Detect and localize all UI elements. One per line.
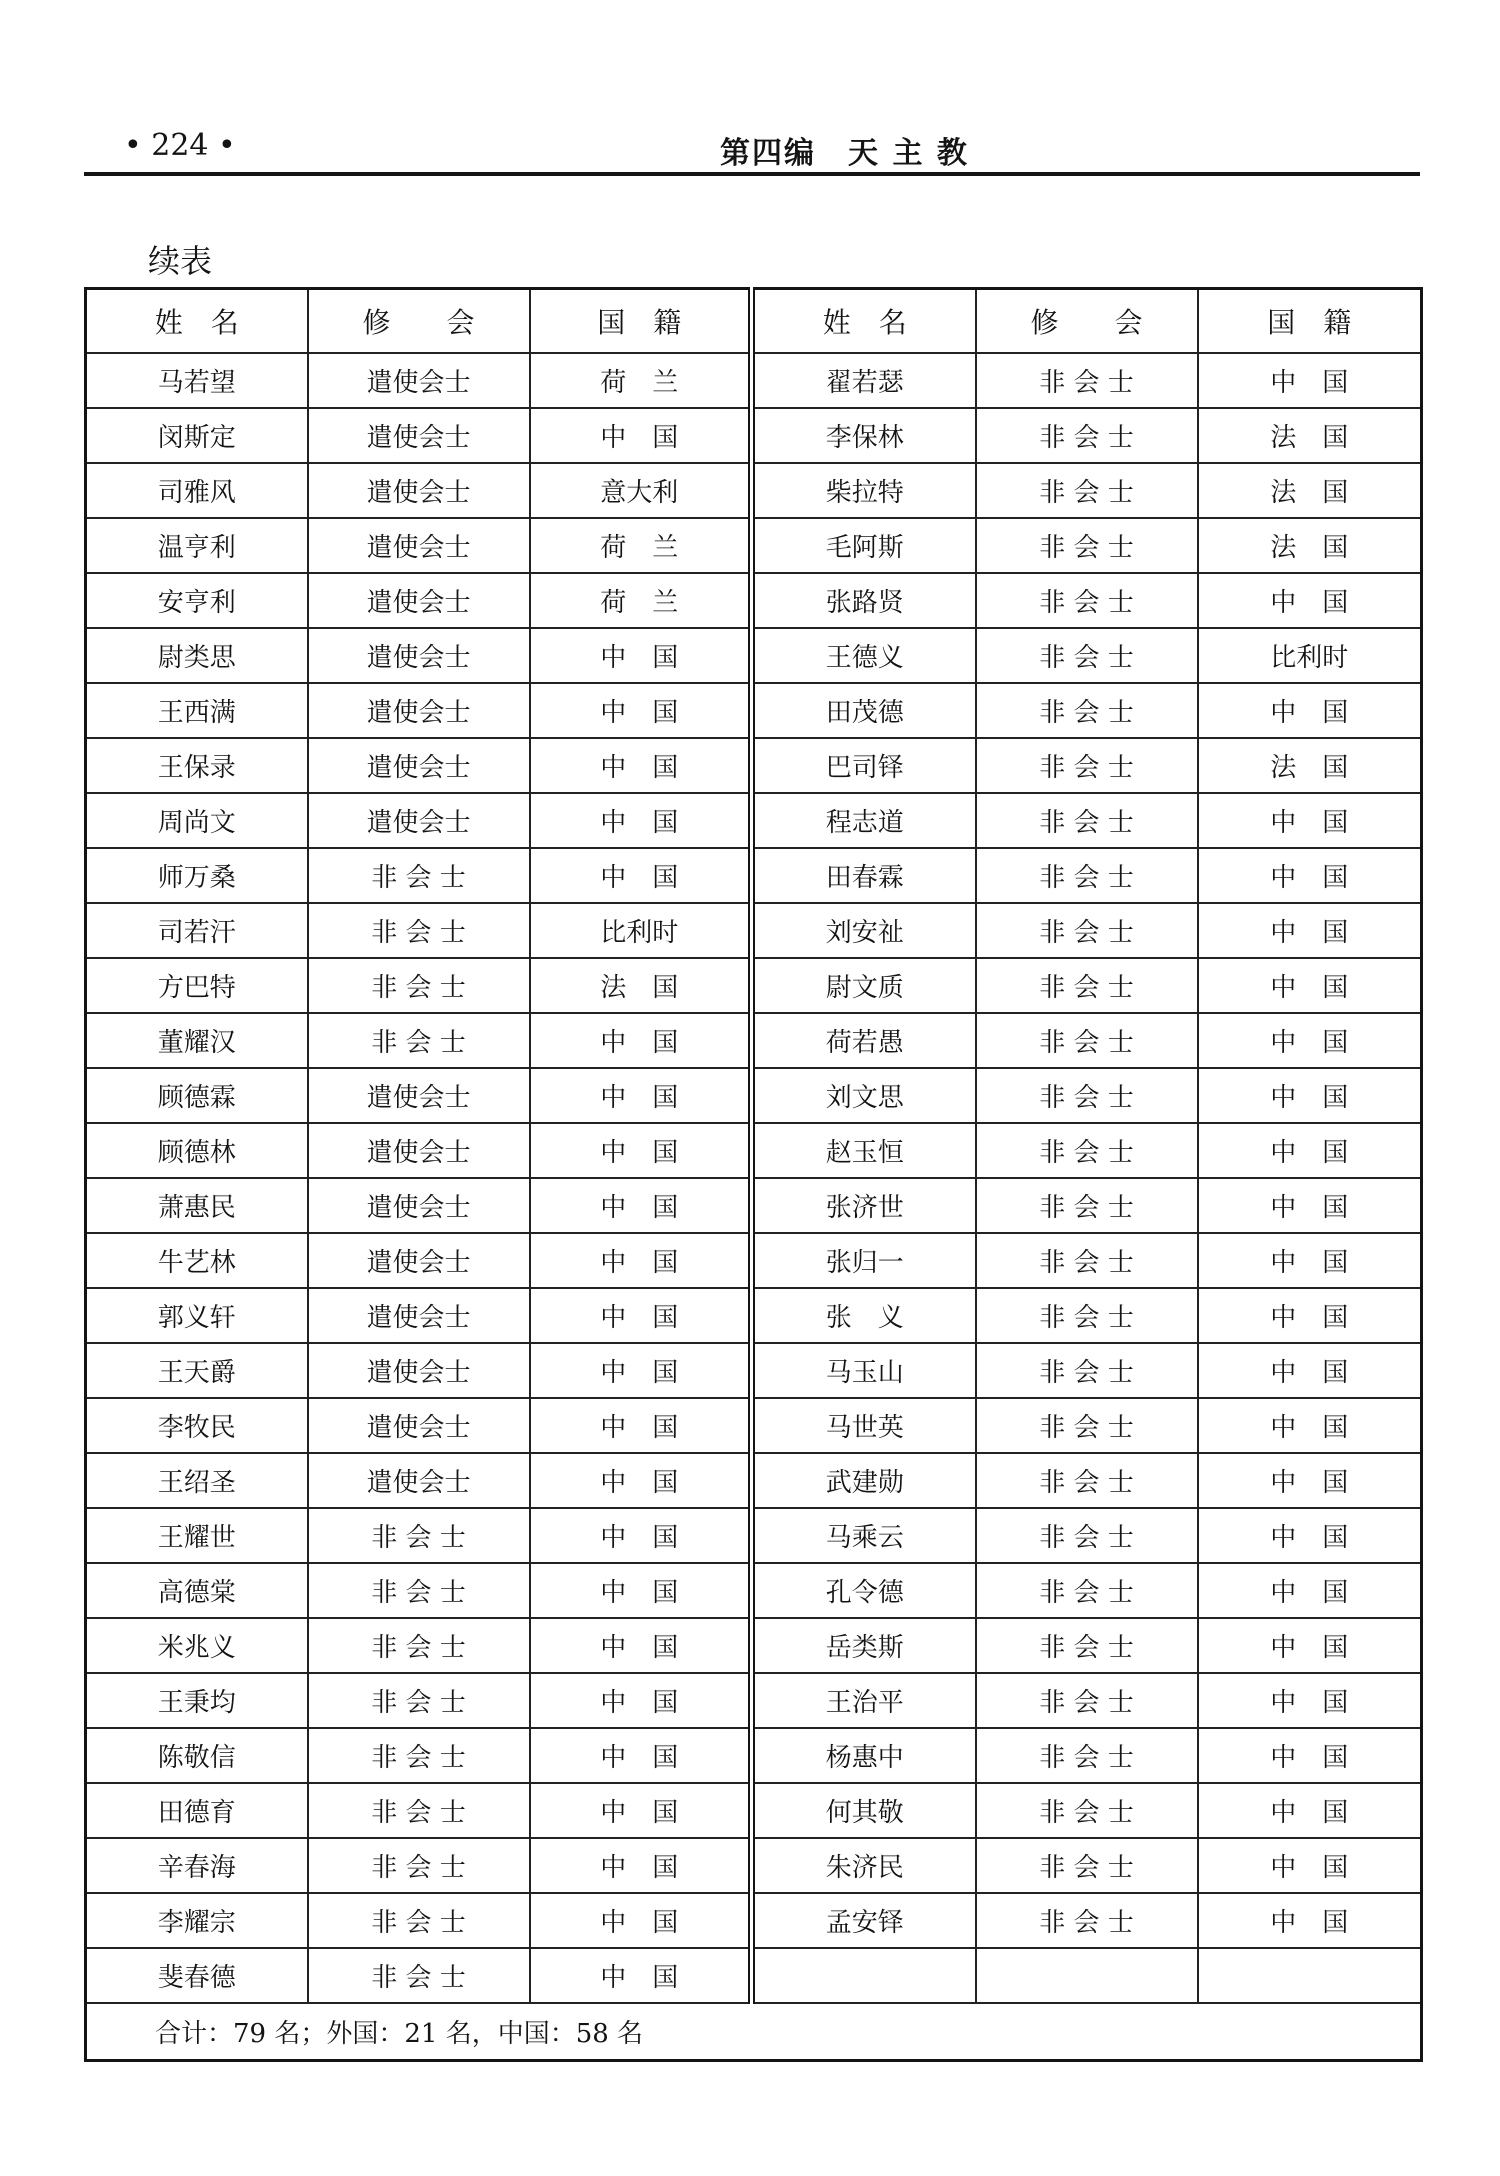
name-cell: 田茂德: [752, 683, 976, 738]
nationality-cell: 法 国: [1198, 463, 1422, 518]
nationality-cell: 中 国: [530, 1838, 752, 1893]
name-cell: 荷若愚: [752, 1013, 976, 1068]
table-row: [86, 958, 1422, 1013]
nationality-cell: 中 国: [530, 1123, 752, 1178]
nationality-cell: 荷 兰: [530, 518, 752, 573]
nationality-cell: 中 国: [1198, 1343, 1422, 1398]
order-cell: 遣使会士: [308, 353, 530, 408]
table-row: [86, 573, 1422, 628]
order-cell: 遣使会士: [308, 1123, 530, 1178]
table-row: [86, 683, 1422, 738]
order-cell: 非 会 士: [976, 1453, 1198, 1508]
table-row: [86, 408, 1422, 463]
name-cell: 尉类思: [86, 628, 308, 683]
order-cell: 非 会 士: [308, 1673, 530, 1728]
name-cell: 张济世: [752, 1178, 976, 1233]
name-cell: 王天爵: [86, 1343, 308, 1398]
nationality-cell: 法 国: [1198, 518, 1422, 573]
nationality-cell: 中 国: [530, 1068, 752, 1123]
table-row: [86, 1398, 1422, 1453]
table-row: [86, 1563, 1422, 1618]
nationality-cell: 中 国: [530, 1563, 752, 1618]
name-cell: 杨惠中: [752, 1728, 976, 1783]
roster-table: [84, 287, 1423, 2062]
nationality-cell: 中 国: [530, 1728, 752, 1783]
name-cell: 张归一: [752, 1233, 976, 1288]
order-cell: 遣使会士: [308, 518, 530, 573]
nationality-cell: 中 国: [1198, 1673, 1422, 1728]
nationality-cell: 荷 兰: [530, 573, 752, 628]
name-cell: 顾德霖: [86, 1068, 308, 1123]
name-cell: 赵玉恒: [752, 1123, 976, 1178]
order-cell: 非 会 士: [976, 958, 1198, 1013]
nationality-cell: 中 国: [530, 848, 752, 903]
nationality-cell: 法 国: [530, 958, 752, 1013]
order-cell: 非 会 士: [976, 1233, 1198, 1288]
name-cell: 司雅风: [86, 463, 308, 518]
name-cell: 刘安祉: [752, 903, 976, 958]
order-cell: 非 会 士: [308, 1618, 530, 1673]
nationality-cell: 中 国: [530, 1673, 752, 1728]
nationality-cell: 中 国: [530, 1398, 752, 1453]
order-cell: 非 会 士: [976, 1398, 1198, 1453]
name-cell: 马世英: [752, 1398, 976, 1453]
order-cell: 非 会 士: [976, 573, 1198, 628]
name-cell: 王耀世: [86, 1508, 308, 1563]
page-number: • 224 •: [124, 128, 236, 163]
nationality-cell: 中 国: [1198, 573, 1422, 628]
name-cell: 牛艺林: [86, 1233, 308, 1288]
table-row: [86, 1893, 1422, 1948]
order-cell: 非 会 士: [976, 628, 1198, 683]
order-cell: 遣使会士: [308, 628, 530, 683]
table-row: [86, 1728, 1422, 1783]
nationality-cell: [1198, 1948, 1422, 2003]
nationality-cell: 中 国: [530, 1783, 752, 1838]
name-cell: [752, 1948, 976, 2003]
table-row: [86, 628, 1422, 683]
name-cell: 王保录: [86, 738, 308, 793]
nationality-cell: 中 国: [530, 628, 752, 683]
order-cell: 非 会 士: [976, 353, 1198, 408]
nationality-cell: 中 国: [1198, 958, 1422, 1013]
name-cell: 郭义轩: [86, 1288, 308, 1343]
order-cell: 非 会 士: [976, 1728, 1198, 1783]
order-cell: 遣使会士: [308, 573, 530, 628]
nationality-cell: 中 国: [530, 793, 752, 848]
name-cell: 马玉山: [752, 1343, 976, 1398]
nationality-cell: 中 国: [1198, 793, 1422, 848]
nationality-cell: 中 国: [530, 1178, 752, 1233]
name-cell: 王西满: [86, 683, 308, 738]
name-cell: 安亨利: [86, 573, 308, 628]
nationality-cell: 比利时: [1198, 628, 1422, 683]
name-cell: 董耀汉: [86, 1013, 308, 1068]
name-cell: 李保林: [752, 408, 976, 463]
name-cell: 程志道: [752, 793, 976, 848]
order-cell: 遣使会士: [308, 1398, 530, 1453]
order-cell: 遣使会士: [308, 463, 530, 518]
order-cell: 遣使会士: [308, 683, 530, 738]
name-cell: 师万桑: [86, 848, 308, 903]
nationality-cell: 荷 兰: [530, 353, 752, 408]
order-cell: 非 会 士: [976, 518, 1198, 573]
name-cell: 王治平: [752, 1673, 976, 1728]
order-cell: 非 会 士: [308, 1838, 530, 1893]
order-cell: 非 会 士: [976, 1618, 1198, 1673]
table-row: [86, 1783, 1422, 1838]
table-row: [86, 1068, 1422, 1123]
name-cell: 翟若瑟: [752, 353, 976, 408]
name-cell: 萧惠民: [86, 1178, 308, 1233]
table-row: [86, 463, 1422, 518]
name-cell: 岳类斯: [752, 1618, 976, 1673]
header-nationality: 国 籍: [1198, 289, 1422, 354]
order-cell: 非 会 士: [976, 1508, 1198, 1563]
order-cell: 遣使会士: [308, 1178, 530, 1233]
header-name: 姓 名: [86, 289, 308, 354]
order-cell: 非 会 士: [976, 408, 1198, 463]
nationality-cell: 中 国: [530, 1508, 752, 1563]
nationality-cell: 中 国: [530, 1013, 752, 1068]
table-footer-row: [86, 2003, 1422, 2061]
nationality-cell: 中 国: [1198, 1563, 1422, 1618]
nationality-cell: 中 国: [1198, 1068, 1422, 1123]
order-cell: 遣使会士: [308, 1288, 530, 1343]
nationality-cell: 中 国: [530, 1618, 752, 1673]
name-cell: 何其敬: [752, 1783, 976, 1838]
order-cell: 非 会 士: [976, 903, 1198, 958]
nationality-cell: 中 国: [530, 408, 752, 463]
name-cell: 李耀宗: [86, 1893, 308, 1948]
order-cell: 非 会 士: [976, 848, 1198, 903]
table-row: [86, 1343, 1422, 1398]
nationality-cell: 中 国: [1198, 1123, 1422, 1178]
table-row: [86, 738, 1422, 793]
name-cell: 田德育: [86, 1783, 308, 1838]
table-row: [86, 1838, 1422, 1893]
nationality-cell: 中 国: [530, 738, 752, 793]
name-cell: 王绍圣: [86, 1453, 308, 1508]
name-cell: 顾德林: [86, 1123, 308, 1178]
table-row: [86, 848, 1422, 903]
order-cell: 非 会 士: [976, 1563, 1198, 1618]
name-cell: 毛阿斯: [752, 518, 976, 573]
name-cell: 武建勋: [752, 1453, 976, 1508]
table-total: 合计：79 名；外国：21 名，中国：58 名: [86, 2003, 1422, 2061]
nationality-cell: 比利时: [530, 903, 752, 958]
nationality-cell: 中 国: [530, 1233, 752, 1288]
name-cell: 朱济民: [752, 1838, 976, 1893]
table-row: [86, 1233, 1422, 1288]
order-cell: 遣使会士: [308, 1233, 530, 1288]
name-cell: 高德棠: [86, 1563, 308, 1618]
name-cell: 刘文思: [752, 1068, 976, 1123]
nationality-cell: 中 国: [1198, 1783, 1422, 1838]
nationality-cell: 中 国: [1198, 1508, 1422, 1563]
table-row: [86, 1618, 1422, 1673]
table-row: [86, 1508, 1422, 1563]
order-cell: 非 会 士: [308, 848, 530, 903]
nationality-cell: 中 国: [1198, 1838, 1422, 1893]
order-cell: 非 会 士: [976, 738, 1198, 793]
table-row: [86, 1123, 1422, 1178]
nationality-cell: 中 国: [1198, 683, 1422, 738]
name-cell: 辛春海: [86, 1838, 308, 1893]
order-cell: 遣使会士: [308, 1453, 530, 1508]
order-cell: 非 会 士: [976, 463, 1198, 518]
order-cell: 非 会 士: [976, 1123, 1198, 1178]
order-cell: 遣使会士: [308, 408, 530, 463]
name-cell: 司若汗: [86, 903, 308, 958]
name-cell: 张路贤: [752, 573, 976, 628]
nationality-cell: 中 国: [1198, 1288, 1422, 1343]
order-cell: 遣使会士: [308, 793, 530, 848]
nationality-cell: 中 国: [1198, 1453, 1422, 1508]
nationality-cell: 中 国: [1198, 1178, 1422, 1233]
table-caption: 续表: [148, 242, 213, 280]
table-row: [86, 518, 1422, 573]
nationality-cell: 中 国: [1198, 353, 1422, 408]
nationality-cell: 中 国: [530, 1288, 752, 1343]
order-cell: 遣使会士: [308, 1343, 530, 1398]
header-nationality: 国 籍: [530, 289, 752, 354]
nationality-cell: 中 国: [1198, 903, 1422, 958]
name-cell: 马乘云: [752, 1508, 976, 1563]
nationality-cell: 意大利: [530, 463, 752, 518]
table-row: [86, 793, 1422, 848]
order-cell: 非 会 士: [976, 1673, 1198, 1728]
order-cell: 非 会 士: [308, 1893, 530, 1948]
order-cell: 非 会 士: [976, 1013, 1198, 1068]
header-order: 修 会: [308, 289, 530, 354]
table-row: [86, 353, 1422, 408]
nationality-cell: 中 国: [1198, 1398, 1422, 1453]
order-cell: 非 会 士: [308, 1728, 530, 1783]
table-header-row: [86, 289, 1422, 354]
nationality-cell: 中 国: [530, 1343, 752, 1398]
table-row: [86, 1013, 1422, 1068]
header-name: 姓 名: [752, 289, 976, 354]
header-order: 修 会: [976, 289, 1198, 354]
name-cell: 温亨利: [86, 518, 308, 573]
name-cell: 孟安铎: [752, 1893, 976, 1948]
running-title: 第四编 天 主 教: [720, 136, 969, 171]
table-row: [86, 1673, 1422, 1728]
order-cell: 非 会 士: [976, 1838, 1198, 1893]
nationality-cell: 中 国: [1198, 848, 1422, 903]
name-cell: 尉文质: [752, 958, 976, 1013]
name-cell: 闵斯定: [86, 408, 308, 463]
nationality-cell: 中 国: [1198, 1618, 1422, 1673]
name-cell: 张 义: [752, 1288, 976, 1343]
order-cell: 非 会 士: [308, 1948, 530, 2003]
order-cell: 非 会 士: [308, 1508, 530, 1563]
order-cell: 非 会 士: [308, 903, 530, 958]
name-cell: 方巴特: [86, 958, 308, 1013]
name-cell: 马若望: [86, 353, 308, 408]
name-cell: 米兆义: [86, 1618, 308, 1673]
order-cell: 遣使会士: [308, 1068, 530, 1123]
order-cell: 非 会 士: [976, 1178, 1198, 1233]
order-cell: 非 会 士: [976, 1783, 1198, 1838]
header-rule: [84, 172, 1420, 176]
order-cell: 遣使会士: [308, 738, 530, 793]
name-cell: 斐春德: [86, 1948, 308, 2003]
table-row: [86, 1178, 1422, 1233]
nationality-cell: 中 国: [530, 1893, 752, 1948]
name-cell: 王秉均: [86, 1673, 308, 1728]
table-row: [86, 1453, 1422, 1508]
name-cell: 周尚文: [86, 793, 308, 848]
order-cell: 非 会 士: [308, 958, 530, 1013]
order-cell: 非 会 士: [976, 683, 1198, 738]
nationality-cell: 中 国: [1198, 1893, 1422, 1948]
name-cell: 王德义: [752, 628, 976, 683]
nationality-cell: 中 国: [1198, 1233, 1422, 1288]
name-cell: 孔令德: [752, 1563, 976, 1618]
order-cell: 非 会 士: [976, 793, 1198, 848]
table-row: [86, 1288, 1422, 1343]
name-cell: 巴司铎: [752, 738, 976, 793]
order-cell: 非 会 士: [308, 1013, 530, 1068]
order-cell: 非 会 士: [976, 1343, 1198, 1398]
nationality-cell: 中 国: [530, 683, 752, 738]
order-cell: [976, 1948, 1198, 2003]
nationality-cell: 法 国: [1198, 408, 1422, 463]
table-row: [86, 903, 1422, 958]
nationality-cell: 中 国: [530, 1453, 752, 1508]
order-cell: 非 会 士: [976, 1068, 1198, 1123]
name-cell: 田春霖: [752, 848, 976, 903]
order-cell: 非 会 士: [308, 1783, 530, 1838]
table-row: [86, 1948, 1422, 2003]
name-cell: 李牧民: [86, 1398, 308, 1453]
nationality-cell: 中 国: [1198, 1013, 1422, 1068]
running-header: [84, 118, 1420, 174]
nationality-cell: 中 国: [1198, 1728, 1422, 1783]
name-cell: 陈敬信: [86, 1728, 308, 1783]
nationality-cell: 法 国: [1198, 738, 1422, 793]
order-cell: 非 会 士: [976, 1893, 1198, 1948]
name-cell: 柴拉特: [752, 463, 976, 518]
order-cell: 非 会 士: [976, 1288, 1198, 1343]
nationality-cell: 中 国: [530, 1948, 752, 2003]
order-cell: 非 会 士: [308, 1563, 530, 1618]
